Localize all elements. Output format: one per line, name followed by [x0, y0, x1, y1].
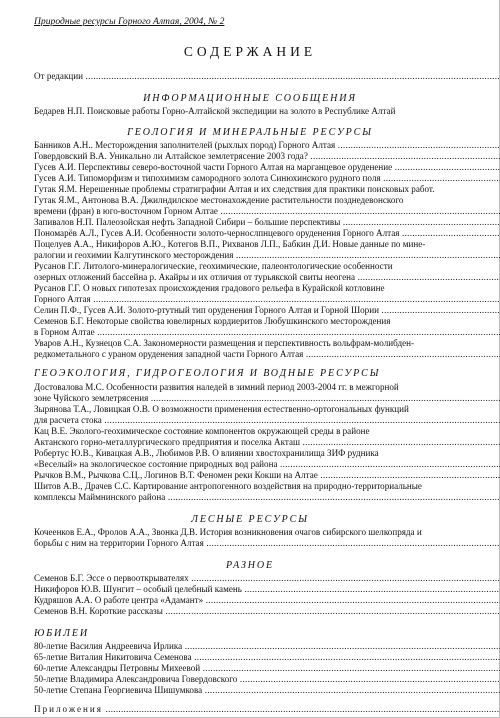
toc-entry[interactable]: Семенов Б.Г. Эссе о первоoткрывателях .....: [34, 573, 500, 584]
section-forest-heading: ЛЕСНЫЕ РЕСУРСЫ: [191, 514, 309, 525]
section-geology-heading: ГЕОЛОГИЯ И МИНЕРАЛЬНЫЕ РЕСУРСЫ: [127, 127, 373, 138]
toc-entry[interactable]: Гусев А.И. Перспективы северо-восточной части Горного Алтая на марганцевое оруденение .....: [34, 162, 500, 173]
toc-entry[interactable]: Гутак Я.М. Нерешенные проблемы стратиграфии Алтая и их следствия для практики поисковых работ.: [34, 184, 435, 194]
toc-entry[interactable]: Достовалова М.С. Особенности развития наледей в зимний период 2003-2004 гг. в межгорной: [34, 382, 399, 392]
section-misc-heading: РАЗНОЕ: [225, 560, 275, 571]
toc-entry[interactable]: Гутак Я.М., Антонова В.А. Джилндилское местонахождение растительности позднедевонского: [34, 195, 404, 205]
toc-entry[interactable]: Шитов А.В., Драчев С.С. Картирование антропогенного воздействия на природно-территориальные: [34, 481, 422, 491]
toc-entry[interactable]: Русанов Г.Г. Литолого-минералогические, геохимические, палеонтологические особенности: [34, 261, 393, 271]
toc-entry[interactable]: Уваров А.Н., Кузнецов С.А. Закономерности размещения и перспективность вольфрам-молибден-: [34, 338, 415, 348]
toc-entry[interactable]: Семенов Б.Г. Некоторые свойства ювелирных кордиеритов Любушкинского месторождения: [34, 316, 391, 326]
toc-entry-continued[interactable]: Актанского горно-металлургического предприятия и поселка Акташ .....: [34, 437, 500, 448]
toc-entry[interactable]: 60-летие Александры Петровны Михеевой .....: [34, 663, 500, 674]
toc-entry-continued[interactable]: редкометального с ураном оруденения западной части Горного Алтая .....: [34, 349, 500, 360]
toc-entry-continued[interactable]: для расчета стока .....: [34, 415, 500, 426]
toc-entry[interactable]: Семенов В.Н. Короткие рассказы .....: [34, 606, 500, 617]
toc-entry[interactable]: Зырянова Т.А., Ловицкая О.В. О возможности применения естественно-ортогональных функций: [34, 404, 409, 414]
toc-entry[interactable]: Говердовский В.А. Уникально ли Алтайское землетрясение 2003 года? .....: [34, 151, 500, 162]
toc-entry[interactable]: Банников А.Н.. Месторождения заполнителей (рыхлых пород) Горного Алтая .....: [34, 140, 500, 151]
toc-entry-continued[interactable]: «Веселый» на экологическое состояние природных вод района .....: [34, 459, 500, 470]
toc-entry[interactable]: Кочеенков Е.А., Фролов А.А., Звонка Д.В. История возникновения очагов сибирского шелкопряда и: [34, 527, 422, 537]
toc-entry[interactable]: Бедарев Н.П. Поисковые работы Горно-Алтайской экспедиции на золото в Республике Алтай: [34, 106, 396, 116]
section-info-heading: ИНФОРМАЦИОННЫЕ СООБЩЕНИЯ: [143, 93, 357, 104]
toc-entry[interactable]: 80-летие Василия Андреевича Ирлика .....: [34, 641, 500, 652]
page-title: СОДЕРЖАНИЕ: [183, 44, 317, 59]
toc-entry[interactable]: Запивалов Н.П. Палеозойская нефть Западной Сибири – большие перспективы .....: [34, 217, 500, 228]
toc-entry-continued[interactable]: зоне Чуйского землетрясения .....: [34, 393, 500, 404]
toc-entry[interactable]: Рычков В.М., Рычкова С.Ц., Логинов В.Т. Феномен реки Кокши на Алтае .....: [34, 470, 500, 481]
journal-header: Природные ресурсы Горного Алтая, 2004, № 2: [34, 16, 225, 27]
toc-entry[interactable]: Селин П.Ф., Гусев А.И. Золото-ртутный тип оруденения Горного Алтая и Горной Шории .....: [34, 305, 500, 316]
toc-entry-continued[interactable]: Горного Алтая .....: [34, 294, 500, 305]
toc-entry[interactable]: 65-летие Виталия Никитовича Семенова .....: [34, 652, 500, 663]
toc-entry[interactable]: Никифоров Ю.В. Шунгит – особый целебный камень .....: [34, 584, 500, 595]
toc-entry[interactable]: Робертус Ю.В., Кивацкая А.В., Любимов Р.В. О влиянии хвостохранилища ЗИФ рудника: [34, 448, 379, 458]
toc-entry[interactable]: 50-летие Степана Георгиевича Шишумкова .....: [34, 685, 500, 696]
section-geoecology-heading: ГЕОЭКОЛОГИЯ, ГИДРОГЕОЛОГИЯ И ВОДНЫЕ РЕСУРСЫ: [34, 368, 381, 379]
toc-entry[interactable]: Кац В.Е. Эколого-геохимическое состояние компонентов окружающей среды в районе: [34, 426, 370, 436]
toc-entry-continued[interactable]: в Горном Алтае .....: [34, 327, 500, 338]
toc-entry-continued[interactable]: комплексы Маймнинского района .....: [34, 492, 500, 503]
toc-entry[interactable]: Пономарёв А.Л., Гусев А.И. Особенности золото-чернослпнцевого оруденения Горного Алтая .....: [34, 228, 500, 239]
toc-entry-continued[interactable]: ралогии и геохимии Калгутинского месторождения .....: [34, 250, 500, 261]
toc-entry-continued[interactable]: борьбы с ним на территории Горного Алтая .....: [34, 538, 500, 549]
toc-entry-continued[interactable]: времени (фран) в юго-восточном Горном Алтае .....: [34, 206, 500, 217]
toc-entry-editor[interactable]: От редакции .....: [34, 71, 500, 82]
toc-entry-appendix[interactable]: Приложения .....: [34, 704, 500, 715]
toc-entry[interactable]: Поцелуев А.А., Никифоров А.Ю., Котегов В.П., Рихванов Л.П., Бабкин Д.И. Новые данные по мине-: [34, 239, 426, 249]
toc-entry[interactable]: Гусев А.И. Типоморфизм и типохимизм самородного золота Синюхинского рудного поля .....: [34, 173, 500, 184]
toc-entry[interactable]: Кудряшов А.А. О работе центра «Адамант» .....: [34, 595, 500, 606]
toc-entry[interactable]: 50-летие Владимира Александровича Говердовского .....: [34, 674, 500, 685]
toc-entry-continued[interactable]: озерных отложений бассейна р. Акайры и их отличия от турьякской свиты неогена .....: [34, 272, 500, 283]
toc-entry[interactable]: Русанов Г.Г. О новых гипотезах происхождения градового рельефа в Курайской котловине: [34, 283, 385, 293]
section-jubilee-heading: ЮБИЛЕИ: [34, 628, 89, 639]
